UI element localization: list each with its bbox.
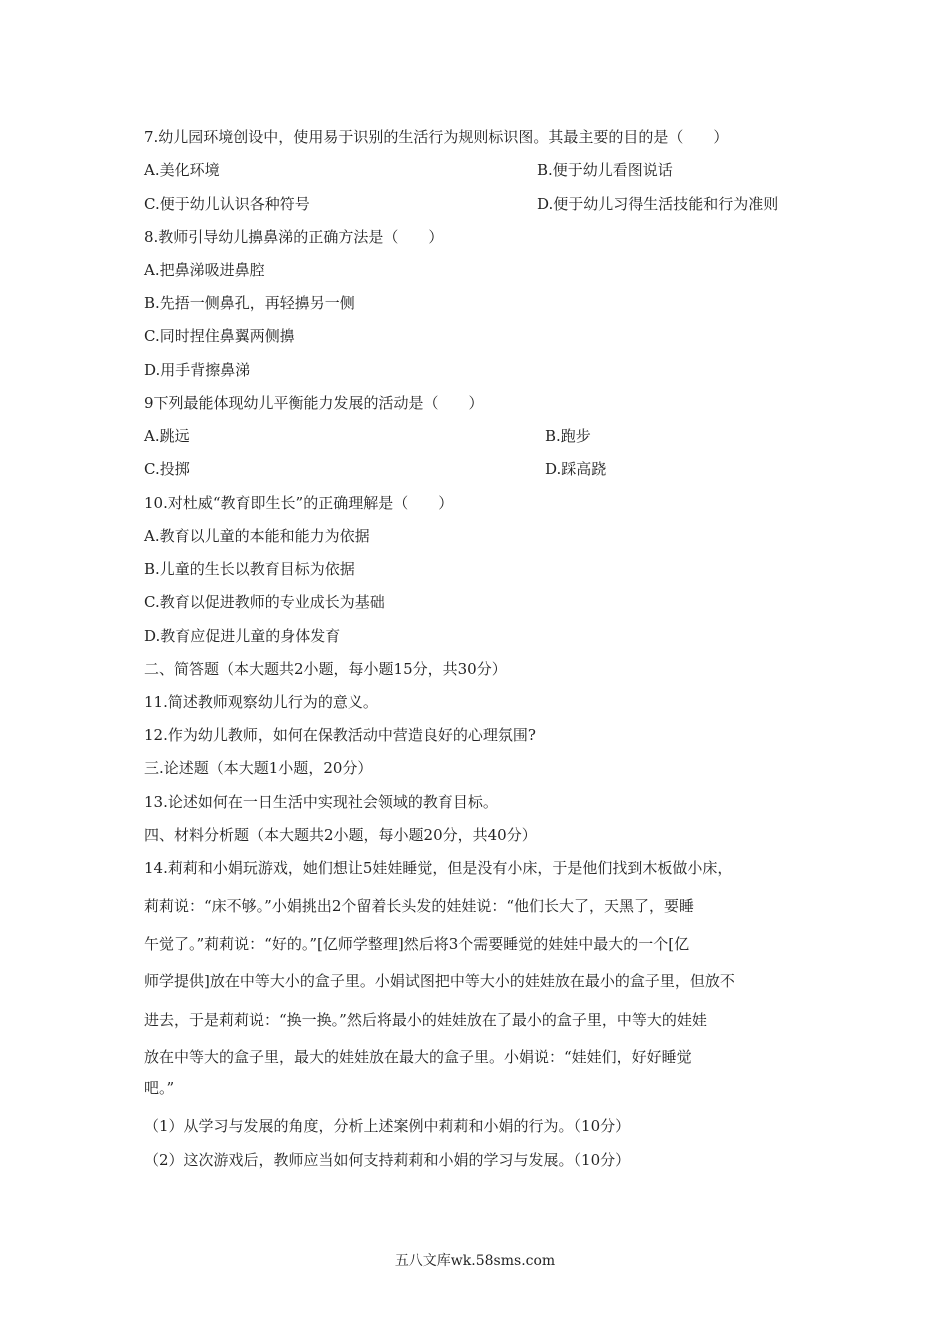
option-b: B.便于幼儿看图说话 [537, 161, 673, 179]
option-d: D.踩高跷 [545, 460, 607, 478]
passage-line: 莉莉说：“床不够。”小娟挑出2个留着长头发的娃娃说：“他们长大了，天黑了，要睡 [144, 897, 695, 915]
option-a: A.教育以儿童的本能和能力为依据 [144, 527, 370, 545]
option-c: C.投掷 [144, 460, 190, 478]
passage-line: 吧。” [144, 1079, 175, 1097]
passage-line: 14.莉莉和小娟玩游戏，她们想让5娃娃睡觉，但是没有小床，于是他们找到木板做小床， [144, 859, 733, 877]
question-stem: 8.教师引导幼儿擤鼻涕的正确方法是（ ） [144, 228, 444, 246]
option-a: A.美化环境 [144, 161, 220, 179]
sub-question-1: （1）从学习与发展的角度，分析上述案例中莉莉和小娟的行为。（10分） [144, 1117, 631, 1135]
option-d: D.教育应促进儿童的身体发育 [144, 627, 341, 645]
option-d: D.用手背擦鼻涕 [144, 361, 251, 379]
option-c: C.同时捏住鼻翼两侧擤 [144, 327, 295, 345]
question-13: 13.论述如何在一日生活中实现社会领域的教育目标。 [144, 793, 498, 811]
passage-line: 放在中等大的盒子里，最大的娃娃放在最大的盒子里。小娟说：“娃娃们，好好睡觉 [144, 1048, 692, 1066]
option-b: B.儿童的生长以教育目标为依据 [144, 560, 355, 578]
question-stem: 7.幼儿园环境创设中，使用易于识别的生活行为规则标识图。其最主要的目的是（ ） [144, 128, 729, 146]
section-heading-material-analysis: 四、材料分析题（本大题共2小题，每小题20分，共40分） [144, 826, 537, 844]
option-b: B.先捂一侧鼻孔，再轻擤另一侧 [144, 294, 355, 312]
section-heading-short-answer: 二、简答题（本大题共2小题，每小题15分，共30分） [144, 660, 507, 678]
section-heading-essay: 三.论述题（本大题1小题，20分） [144, 759, 373, 777]
option-c: C.便于幼儿认识各种符号 [144, 195, 310, 213]
option-a: A.把鼻涕吸进鼻腔 [144, 261, 265, 279]
sub-question-2: （2）这次游戏后，教师应当如何支持莉莉和小娟的学习与发展。（10分） [144, 1151, 631, 1169]
option-d: D.便于幼儿习得生活技能和行为准则 [537, 195, 779, 213]
question-stem: 10.对杜威“教育即生长”的正确理解是（ ） [144, 494, 454, 512]
question-stem: 9下列最能体现幼儿平衡能力发展的活动是（ ） [144, 394, 484, 412]
option-a: A.跳远 [144, 427, 190, 445]
passage-line: 师学提供]放在中等大小的盒子里。小娟试图把中等大小的娃娃放在最小的盒子里，但放不 [144, 972, 735, 990]
question-12: 12.作为幼儿教师，如何在保教活动中营造良好的心理氛围? [144, 726, 536, 744]
option-c: C.教育以促进教师的专业成长为基础 [144, 593, 385, 611]
passage-line: 进去，于是莉莉说：“换一换。”然后将最小的娃娃放在了最小的盒子里，中等大的娃娃 [144, 1011, 707, 1029]
passage-line: 午觉了。”莉莉说：“好的。”[亿师学整理]然后将3个需要睡觉的娃娃中最大的一个[亿 [144, 935, 690, 953]
question-11: 11.简述教师观察幼儿行为的意义。 [144, 693, 378, 711]
footer-watermark: 五八文库wk.58sms.com [394, 1253, 556, 1269]
option-b: B.跑步 [545, 427, 591, 445]
